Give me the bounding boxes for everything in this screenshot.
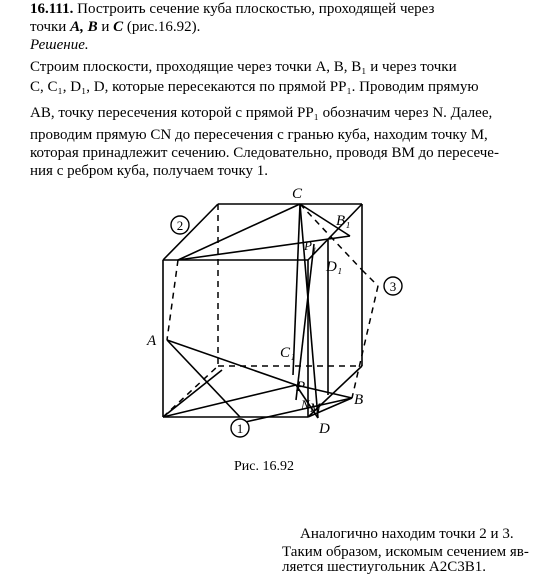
problem-text: и [97, 19, 114, 35]
solution-line-6: ния с ребром куба, получаем точку 1. [30, 163, 269, 179]
conclusion-line-2: Таким образом, искомым сечением яв- [282, 544, 529, 560]
solution-line-4: проводим прямую CN до пересечения с гранью куба, находим точку M, [30, 127, 488, 143]
label-p: P [296, 379, 306, 395]
figure-caption: Рис. 16.92 [234, 459, 294, 474]
hidden-edge [362, 270, 378, 286]
marker-2-text: 2 [176, 218, 184, 233]
problem-points: A, B [70, 19, 98, 35]
edge [163, 204, 218, 260]
label-d: D [319, 421, 330, 437]
solution-heading: Решение. [30, 37, 89, 53]
circled-markers [171, 216, 402, 437]
marker-3-text: 3 [389, 279, 397, 294]
label-n: N [301, 397, 310, 412]
problem-point-c: C [113, 19, 124, 35]
label-d1: D₁ [326, 259, 343, 275]
section-line [167, 340, 296, 385]
label-p1: P₁ [304, 238, 317, 253]
hidden-edge [163, 366, 218, 417]
hidden-edge [352, 286, 378, 398]
problem-text: точки [30, 19, 71, 35]
conclusion-line-3: ляется шестиугольник A2C3B1. [282, 559, 487, 575]
marker-1-text: 1 [236, 421, 244, 436]
label-b: B [354, 392, 364, 408]
solution-line-3: AB, точку пересечения которой с прямой PP₁ обозначим через N. Далее, [30, 105, 493, 121]
solution-line-2: C, C₁, D₁, D, которые пересекаются по прямой PP₁. Проводим прямую [30, 79, 479, 95]
label-b1: B₁ [336, 213, 351, 229]
hidden-edge [167, 260, 178, 340]
conclusion-line-1: Аналогично находим точки 2 и 3. [300, 526, 514, 542]
label-c1: C₁ [280, 345, 296, 361]
solution-line-1: Строим плоскости, проходящие через точки A, B, B₁ и через точки [30, 59, 457, 75]
label-a: A [147, 333, 157, 349]
solution-line-5: которая принадлежит сечению. Следовательно, проводя BM до пересече- [30, 145, 499, 161]
label-m: M [310, 400, 321, 415]
problem-number: 16.111. [30, 1, 74, 17]
label-c: C [292, 186, 303, 202]
section-line [232, 398, 352, 425]
problem-figure-ref: (рис.16.92). [123, 19, 201, 35]
problem-statement-line1: Построить сечение куба плоскостью, проходящей через [77, 1, 435, 17]
